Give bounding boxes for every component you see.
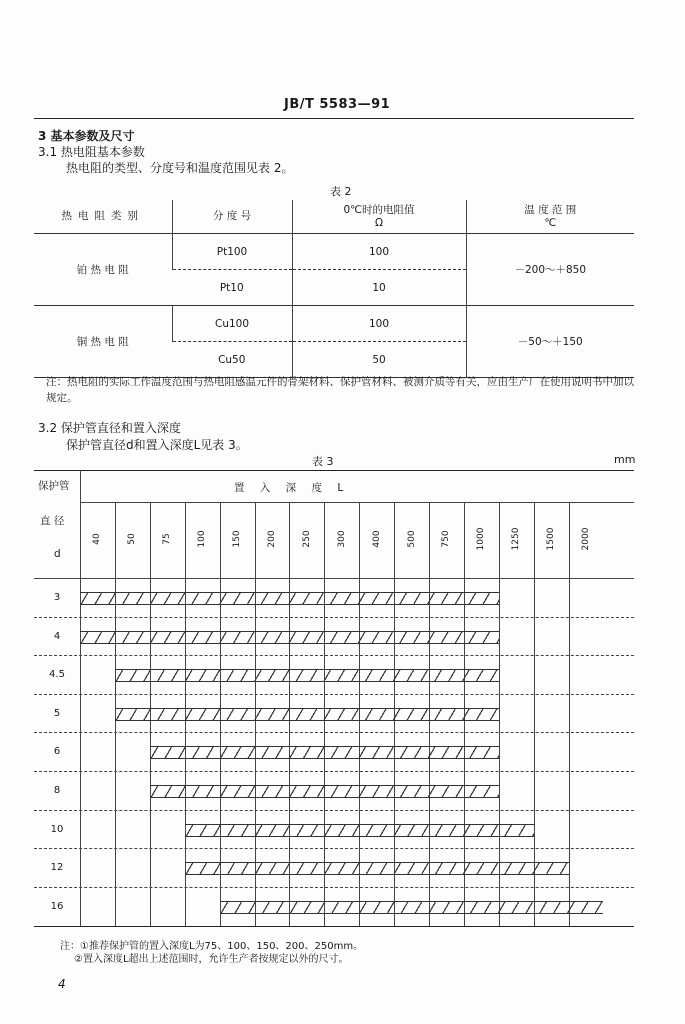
t3-row-line xyxy=(34,694,634,695)
t2-cell-resistance: 100 xyxy=(292,306,466,342)
t3-diameter-label: 16 xyxy=(50,900,64,912)
t3-row-header-d: d xyxy=(54,548,61,560)
t2-cell-category: 铜 热 电 阻 xyxy=(34,306,172,378)
t3-column-line xyxy=(80,470,81,926)
table-3-unit: mm xyxy=(614,453,636,466)
standard-number: JB/T 5583—91 xyxy=(284,97,391,112)
t3-diameter-label: 5 xyxy=(53,707,61,719)
t2-cell-grade: Pt10 xyxy=(172,270,292,306)
t2-cell-category: 铂 热 电 阻 xyxy=(34,234,172,306)
footnote xyxy=(60,940,363,966)
t3-depth-label: 100 xyxy=(197,530,208,548)
t3-diameter-label: 12 xyxy=(50,862,64,874)
table-2-caption: 表 2 xyxy=(330,185,352,198)
t3-depth-label: 50 xyxy=(127,533,138,545)
t2-header-category: 热电阻类别 xyxy=(34,200,172,234)
table-3-caption: 表 3 xyxy=(312,455,334,468)
t3-diameter-label: 10 xyxy=(50,823,64,835)
page-number: 4 xyxy=(58,977,66,991)
t3-row-line xyxy=(34,771,634,772)
t3-row-line xyxy=(34,848,634,849)
t3-diameter-label: 6 xyxy=(53,746,61,758)
section-3-heading: 3 基本参数及尺寸 xyxy=(38,129,135,143)
t3-depth-label: 150 xyxy=(232,530,243,548)
t3-row-line xyxy=(34,810,634,811)
t3-depth-label: 750 xyxy=(441,530,452,548)
t2-cell-resistance: 50 xyxy=(292,342,466,378)
t3-depth-label: 400 xyxy=(371,530,382,548)
t3-range-bar xyxy=(220,901,604,914)
section-3-2-text: 保护管直径d和置入深度L见表 3。 xyxy=(66,438,248,452)
t3-diameter-label: 8 xyxy=(53,785,61,796)
table-2 xyxy=(34,200,634,378)
t3-diameter-label: 4.5 xyxy=(49,669,65,681)
t3-row-line xyxy=(34,617,634,618)
t2-header-range: 温 度 范 围 ℃ xyxy=(466,200,634,234)
t3-bottom-border xyxy=(34,926,634,927)
t3-diameter-label: 4 xyxy=(53,630,61,642)
t3-depth-label: 250 xyxy=(301,530,312,548)
t3-row-line xyxy=(34,887,634,888)
t3-column-line xyxy=(569,502,570,926)
table-3 xyxy=(34,470,634,928)
t3-diameter-label: 3 xyxy=(53,592,61,603)
t3-depth-label: 40 xyxy=(92,533,103,545)
t3-depth-label: 1000 xyxy=(476,527,487,551)
t3-header-line xyxy=(80,502,634,503)
t2-cell-resistance: 100 xyxy=(292,234,466,270)
t2-cell-range: －200～＋850 xyxy=(466,234,634,306)
footnote-line-1: 注：①推荐保护管的置入深度L为75、100、150、200、250mm。 xyxy=(60,941,364,952)
t3-row-line xyxy=(34,732,634,733)
t3-depth-label: 2000 xyxy=(581,527,592,551)
t3-row-line xyxy=(34,655,634,656)
t3-range-bar xyxy=(80,631,499,644)
t3-range-bar xyxy=(150,746,499,759)
t2-header-resistance: 0℃时的电阻值 Ω xyxy=(292,200,466,234)
t3-range-bar xyxy=(115,669,499,682)
t3-range-bar xyxy=(185,824,534,837)
t3-range-bar xyxy=(115,708,499,721)
t2-cell-grade: Cu50 xyxy=(172,342,292,378)
t3-depth-label: 75 xyxy=(162,533,173,545)
t3-top-border xyxy=(34,470,634,471)
t2-header-grade: 分 度 号 xyxy=(172,200,292,234)
header-rule xyxy=(34,118,634,119)
t3-range-bar xyxy=(185,862,569,875)
t3-depth-label: 1500 xyxy=(546,527,557,551)
section-3-2-heading: 3.2 保护管直径和置入深度 xyxy=(38,421,181,435)
table-2-note: 注：热电阻的实际工作温度范围与热电阻感温元件的骨架材料、保护管材料、被测介质等有关，应由生产厂在使用说明书中加以规定。 xyxy=(46,376,634,404)
t3-depth-label: 500 xyxy=(406,530,417,548)
t2-cell-grade: Pt100 xyxy=(172,234,292,270)
t3-header-bottom-line xyxy=(34,578,634,579)
t2-cell-grade: Cu100 xyxy=(172,306,292,342)
t3-range-bar xyxy=(150,785,499,798)
t3-row-header-mid: 直 径 xyxy=(40,515,65,527)
t2-cell-resistance: 10 xyxy=(292,270,466,306)
t3-row-header-top: 保护管 xyxy=(38,480,70,492)
section-3-1-heading: 3.1 热电阻基本参数 xyxy=(38,145,145,159)
t3-depth-header: 置 入 深 度 L xyxy=(234,482,346,494)
section-3-1-text: 热电阻的类型、分度号和温度范围见表 2。 xyxy=(66,161,294,175)
t2-cell-range: －50～＋150 xyxy=(466,306,634,378)
t3-depth-label: 300 xyxy=(336,530,347,548)
footnote-line-2: ②置入深度L超出上述范围时，允许生产者按规定以外的尺寸。 xyxy=(74,954,349,965)
t3-depth-label: 200 xyxy=(266,530,277,548)
t3-depth-label: 1250 xyxy=(511,527,522,551)
t3-range-bar xyxy=(80,592,499,605)
